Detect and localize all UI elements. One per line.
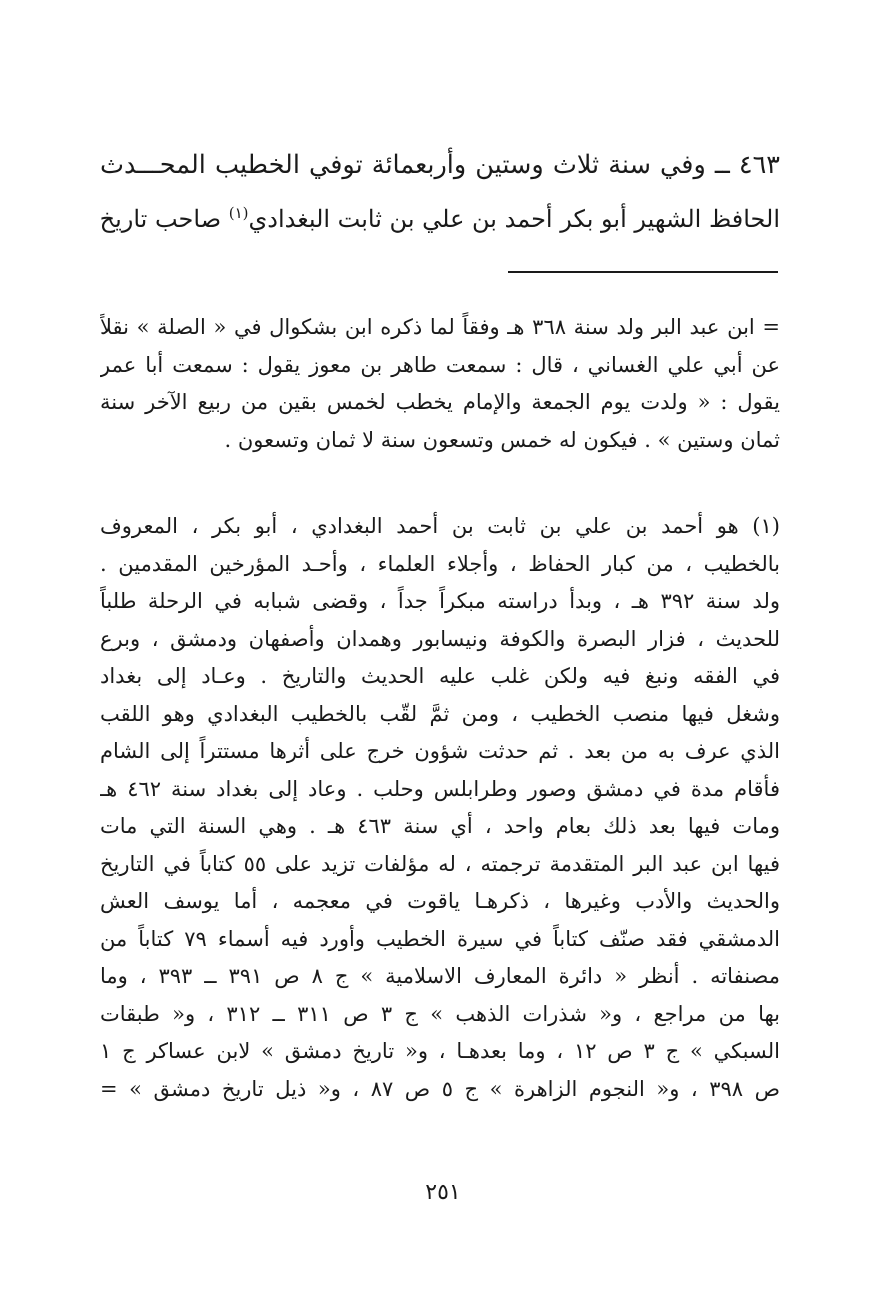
footnote-marker: (١) <box>228 204 249 222</box>
footnote-1-line: السبكي » ج ٣ ص ١٢ ، وما بعدهـا ، و« تاريخ دمشق » لابن عساكر ج ١ <box>100 1039 780 1063</box>
footnote-1-line: والحديث والأدب وغيرها ، ذكرهـا ياقوت في معجمه ، أما يوسف العش <box>100 889 780 913</box>
main-line-2-text: الحافظ الشهير أبو بكر أحمد بن علي بن ثابت البغدادي <box>248 205 780 233</box>
footnote-1-line: فيها ابن عبد البر المتقدمة ترجمته ، له مؤلفات تزيد على ٥٥ كتاباً في التاريخ <box>100 851 780 876</box>
footnote-1-line: في الفقه ونبغ فيه ولكن غلب عليه الحديث والتاريخ . وعـاد إلى بغداد <box>100 664 780 688</box>
page-number: ٢٥١ <box>425 1180 461 1205</box>
footnote-1-line: فأقام مدة في دمشق وصور وطرابلس وحلب . وعاد إلى بغداد سنة ٤٦٢ هـ <box>100 776 780 801</box>
main-line-1: ٤٦٣ ــ وفي سنة ثلاث وستين وأربعمائة توفي الخطيب المحـــدث <box>100 150 780 180</box>
footnote-continued-line: عن أبي علي الغساني ، قال : سمعت طاهر بن معوز يقول : سمعت أبا عمر <box>100 352 780 377</box>
footnote-1-line: بالخطيب ، من كبار الحفاظ ، وأجلاء العلماء ، وأحـد المؤرخين المقدمين . <box>100 551 780 576</box>
footnote-1 <box>100 508 780 1108</box>
footnote-1-line: مصنفاته . أنظر « دائرة المعارف الاسلامية » ج ٨ ص ٣٩١ ــ ٣٩٣ ، وما <box>100 964 780 988</box>
footnote-continued-line: يقول : « ولدت يوم الجمعة والإمام يخطب لخمس بقين من ربيع الآخر سنة <box>100 390 780 414</box>
footnote-1-line: ومات فيها بعد ذلك بعام واحد ، أي سنة ٤٦٣ هـ . وهي السنة التي مات <box>100 814 780 838</box>
footnote-1-line: الدمشقي فقد صنّف كتاباً في سيرة الخطيب وأورد فيه أسماء ٧٩ كتاباً من <box>100 926 780 951</box>
footnote-1-line: وشغل فيها منصب الخطيب ، ومن ثمَّ لقّب بالخطيب البغدادي وهو اللقب <box>100 701 780 726</box>
footnote-1-line: (١) هو أحمد بن علي بن ثابت بن أحمد البغدادي ، أبو بكر ، المعروف <box>100 514 780 538</box>
main-line-2-end: صاحب تاريخ <box>100 205 222 233</box>
footnote-1-line: ولد سنة ٣٩٢ هـ ، وبدأ دراسته مبكراً جداً ، وقضى شبابه في الرحلة طلباً <box>100 589 780 613</box>
footnote-1-line: للحديث ، فزار البصرة والكوفة ونيسابور وهمدان وأصفهان ودمشق ، وبرع <box>100 626 780 651</box>
footnote-1-line: ص ٣٩٨ ، و« النجوم الزاهرة » ج ٥ ص ٨٧ ، و« ذيل تاريخ دمشق » = <box>100 1076 780 1101</box>
footnote-continued <box>100 309 780 459</box>
footnote-continued-line: = ابن عبد البر ولد سنة ٣٦٨ هـ وفقاً لما ذكره ابن بشكوال في « الصلة » نقلاً <box>100 315 780 339</box>
footnote-1-line: الذي عرف به من بعد . ثم حدثت شؤون خرج على أثرها مستتراً إلى الشام <box>100 739 780 763</box>
footnote-continued-line: ثمان وستين » . فيكون له خمس وتسعون سنة لا ثمان وتسعون . <box>224 427 780 452</box>
main-line-2 <box>100 192 780 246</box>
main-text <box>100 138 780 246</box>
footnote-1-line: بها من مراجع ، و« شذرات الذهب » ج ٣ ص ٣١١ ــ ٣١٢ ، و« طبقات <box>100 1001 780 1026</box>
footnote-separator <box>508 271 778 273</box>
